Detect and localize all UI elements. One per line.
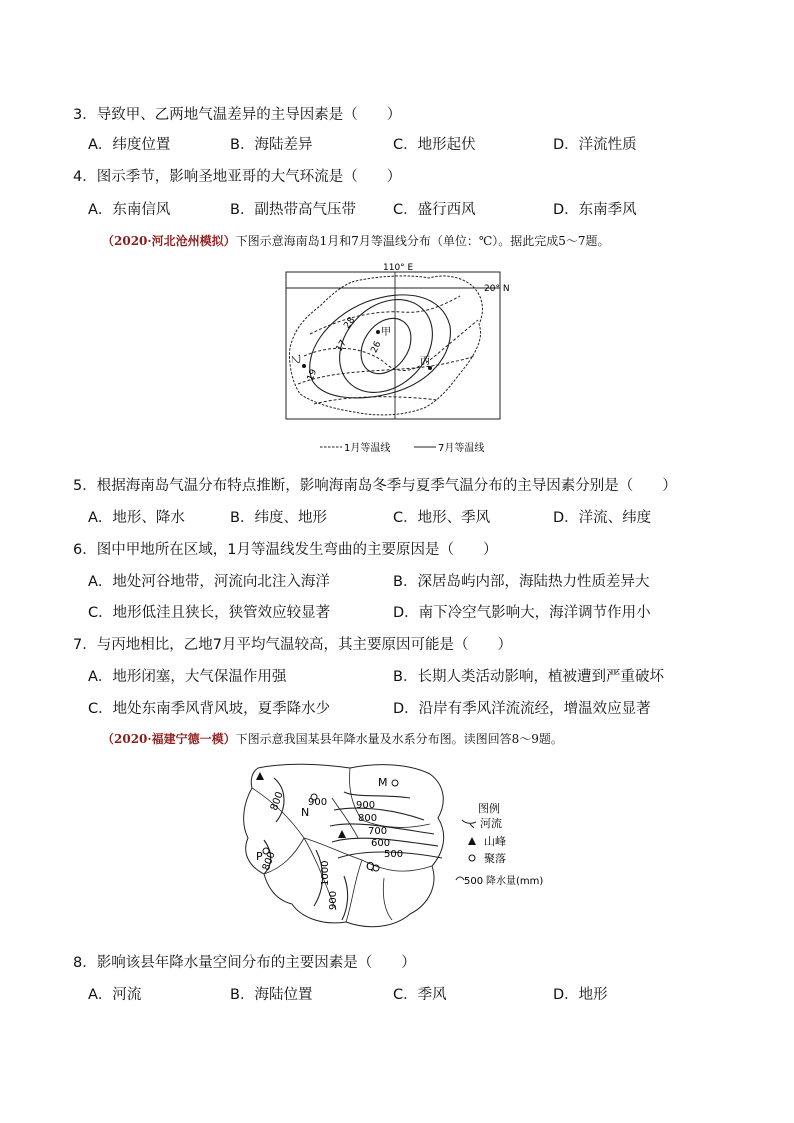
source-text-2: 下图示意我国某县年降水量及水系分布图。读图回答8～9题。 <box>235 732 563 746</box>
longitude-label: 110° E <box>383 263 414 273</box>
hainan-isotherm-map <box>284 262 510 462</box>
place-jia-label: 甲 <box>381 327 391 338</box>
legend-title: 图例 <box>478 802 500 815</box>
legend-july-isotherm: 7月等温线 <box>438 443 485 454</box>
q7-option-b: B．长期人类活动影响，植被遭到严重破坏 <box>393 669 664 685</box>
question-7: 7．与丙地相比，乙地7月平均气温较高，其主要原因可能是（ ） <box>73 637 512 653</box>
legend-isohyet-text: 降水量(mm) <box>486 876 544 887</box>
source-tag-2: （2020·福建宁德一模） <box>102 732 236 746</box>
question-6: 6．图中甲地所在区域，1月等温线发生弯曲的主要原因是（ ） <box>73 542 498 558</box>
county-boundary <box>244 764 444 926</box>
q3-option-a: A．纬度位置 <box>88 137 171 153</box>
legend-isohyet-value: 500 <box>464 876 484 887</box>
legend-settlement-icon <box>469 855 475 861</box>
isohyet-label-800-southwest: 800 <box>260 850 278 873</box>
isotherm-label-19: 19 <box>305 367 320 383</box>
q7-option-d: D．沿岸有季风洋流流经，增温效应显著 <box>393 701 651 717</box>
settlement-q-label: Q <box>366 860 375 873</box>
place-bing-label: 丙 <box>420 356 430 367</box>
source-caption-2 <box>102 730 563 747</box>
settlement-n-label: N <box>301 806 310 819</box>
settlement-m-marker <box>392 780 398 786</box>
question-3: 3．导致甲、乙两地气温差异的主导因素是（ ） <box>73 107 402 123</box>
q5-option-b: B．纬度、地形 <box>230 510 327 526</box>
isohyet-label-600: 600 <box>371 838 391 849</box>
county-precipitation-map <box>234 758 564 936</box>
isotherm-label-28: 28 <box>342 315 358 331</box>
q3-option-b: B．海陆差异 <box>230 137 313 153</box>
legend-peak: 山峰 <box>484 835 506 848</box>
q6-option-b: B．深居岛屿内部，海陆热力性质差异大 <box>393 574 650 590</box>
q8-option-a: A．河流 <box>88 987 142 1003</box>
isotherm-label-26: 26 <box>369 339 384 355</box>
legend-peak-icon <box>468 837 476 845</box>
jan-isotherm-2 <box>304 320 478 371</box>
source-caption-1 <box>102 232 610 249</box>
q5-option-a: A．地形、降水 <box>88 510 185 526</box>
q8-option-d: D．地形 <box>553 987 608 1003</box>
legend-river: 河流 <box>480 817 502 830</box>
q7-option-a: A．地形闭塞，大气保温作用强 <box>88 669 287 685</box>
isohyet-label-900-north: 900 <box>308 797 328 808</box>
peak-icon-northwest <box>256 772 264 780</box>
source-tag-1: （2020·河北沧州模拟） <box>102 234 236 248</box>
question-8: 8．影响该县年降水量空间分布的主要因素是（ ） <box>73 955 416 971</box>
q4-option-a: A．东南信风 <box>88 202 171 218</box>
q7-option-c: C．地处东南季风背风坡，夏季降水少 <box>88 701 331 717</box>
q6-option-d: D．南下冷空气影响大，海洋调节作用小 <box>393 605 651 621</box>
q3-option-c: C．地形起伏 <box>393 137 476 153</box>
q3-option-d: D．洋流性质 <box>553 137 637 153</box>
source-text-1: 下图示意海南岛1月和7月等温线分布（单位：℃）。据此完成5～7题。 <box>235 234 610 248</box>
q6-option-c: C．地形低洼且狭长，狭管效应较显著 <box>88 605 331 621</box>
isohyet-label-900-south: 900 <box>328 890 339 910</box>
isotherm-label-17: 17 <box>334 338 349 354</box>
legend-settlement: 聚落 <box>484 852 506 865</box>
peak-icon-center <box>338 830 346 838</box>
q8-option-b: B．海陆位置 <box>230 987 313 1003</box>
question-5: 5．根据海南岛气温分布特点推断，影响海南岛冬季与夏季气温分布的主导因素分别是（ ） <box>73 478 677 494</box>
latitude-label: 20° N <box>484 284 510 294</box>
isohyet-label-1000: 1000 <box>320 860 331 886</box>
isohyet-label-500: 500 <box>384 849 404 860</box>
question-4: 4．图示季节，影响圣地亚哥的大气环流是（ ） <box>73 169 402 185</box>
jan-isotherm-3 <box>298 356 474 384</box>
q6-option-a: A．地处河谷地带，河流向北注入海洋 <box>88 574 330 590</box>
q4-option-b: B．副热带高气压带 <box>230 202 356 218</box>
q4-option-d: D．东南季风 <box>553 202 637 218</box>
q5-option-c: C．地形、季风 <box>393 510 491 526</box>
settlement-m-label: M <box>378 776 388 789</box>
q5-option-d: D．洋流、纬度 <box>553 510 652 526</box>
isohyet-label-800-center: 800 <box>358 813 378 824</box>
legend-january-isotherm: 1月等温线 <box>344 443 391 454</box>
q8-option-c: C．季风 <box>393 987 447 1003</box>
place-yi-label: 乙 <box>292 354 303 364</box>
isohyet-label-900-center: 900 <box>356 800 376 811</box>
isohyet-label-800-west: 800 <box>268 790 286 813</box>
q4-option-c: C．盛行西风 <box>393 202 476 218</box>
july-isotherm-inner <box>351 309 421 383</box>
place-jia-marker <box>376 330 380 334</box>
isohyet-label-700: 700 <box>368 826 388 837</box>
settlement-p-label: P <box>256 850 263 863</box>
jan-isotherm-4 <box>314 397 438 404</box>
